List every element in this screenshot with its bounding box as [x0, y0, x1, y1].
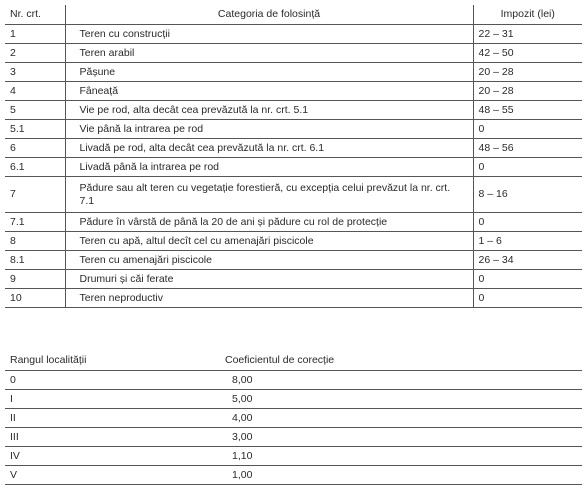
row-tax: 20 – 28	[473, 63, 582, 82]
table-row	[5, 466, 582, 485]
row-rank: II	[5, 409, 220, 428]
row-tax: 0	[473, 289, 582, 308]
table-row	[5, 158, 582, 177]
row-number: 8	[5, 232, 65, 251]
correction-coefficient-table	[5, 351, 582, 485]
table-row	[5, 213, 582, 232]
row-coefficient: 4,00	[220, 409, 582, 428]
row-coefficient: 3,00	[220, 428, 582, 447]
row-tax: 1 – 6	[473, 232, 582, 251]
row-number: 3	[5, 63, 65, 82]
row-tax: 48 – 55	[473, 101, 582, 120]
table-row	[5, 371, 582, 390]
table-row	[5, 289, 582, 308]
row-number: 6	[5, 139, 65, 158]
row-number: 2	[5, 44, 65, 63]
row-tax: 0	[473, 120, 582, 139]
row-coefficient: 8,00	[220, 371, 582, 390]
row-category: Teren arabil	[65, 44, 473, 63]
table-row	[5, 390, 582, 409]
header-nr-crt: Nr. crt.	[5, 5, 65, 25]
row-category: Vie până la intrarea pe rod	[65, 120, 473, 139]
table-row	[5, 447, 582, 466]
row-coefficient: 1,10	[220, 447, 582, 466]
row-category: Fâneață	[65, 82, 473, 101]
row-category: Pădure în vârstă de până la 20 de ani și pădure cu rol de protecție	[65, 213, 473, 232]
row-rank: V	[5, 466, 220, 485]
row-category: Drumuri și căi ferate	[65, 270, 473, 289]
row-category: Livadă pe rod, alta decât cea prevăzută la nr. crt. 6.1	[65, 139, 473, 158]
row-category: Teren neproductiv	[65, 289, 473, 308]
table-row	[5, 44, 582, 63]
row-coefficient: 1,00	[220, 466, 582, 485]
table-row	[5, 428, 582, 447]
row-number: 5	[5, 101, 65, 120]
row-category: Livadă până la intrarea pe rod	[65, 158, 473, 177]
row-category: Teren cu amenajări piscicole	[65, 251, 473, 270]
row-rank: III	[5, 428, 220, 447]
tax-table-header-row	[5, 5, 582, 25]
row-tax: 0	[473, 158, 582, 177]
header-locality-rank: Rangul localității	[5, 351, 220, 371]
header-correction-coefficient: Coeficientul de corecție	[220, 351, 582, 371]
row-tax: 48 – 56	[473, 139, 582, 158]
table-row	[5, 139, 582, 158]
row-number: 1	[5, 25, 65, 44]
table-row	[5, 177, 582, 213]
row-category: Pădure sau alt teren cu vegetație forestieră, cu excepția celui prevăzut la nr. crt. 7.1	[65, 177, 473, 213]
row-rank: IV	[5, 447, 220, 466]
row-tax: 0	[473, 213, 582, 232]
table-row	[5, 101, 582, 120]
header-category: Categoria de folosință	[65, 5, 473, 25]
header-tax: Impozit (lei)	[473, 5, 582, 25]
row-coefficient: 5,00	[220, 390, 582, 409]
row-number: 8.1	[5, 251, 65, 270]
row-category: Vie pe rod, alta decât cea prevăzută la nr. crt. 5.1	[65, 101, 473, 120]
row-rank: I	[5, 390, 220, 409]
row-number: 10	[5, 289, 65, 308]
row-number: 9	[5, 270, 65, 289]
table-row	[5, 409, 582, 428]
row-number: 7	[5, 177, 65, 213]
table-row	[5, 82, 582, 101]
row-number: 4	[5, 82, 65, 101]
row-number: 6.1	[5, 158, 65, 177]
row-number: 7.1	[5, 213, 65, 232]
table-row	[5, 232, 582, 251]
row-rank: 0	[5, 371, 220, 390]
table-row	[5, 251, 582, 270]
row-tax: 20 – 28	[473, 82, 582, 101]
row-category: Teren cu construcții	[65, 25, 473, 44]
row-tax: 0	[473, 270, 582, 289]
coef-table-header-row	[5, 351, 582, 371]
row-tax: 8 – 16	[473, 177, 582, 213]
row-number: 5.1	[5, 120, 65, 139]
row-tax: 26 – 34	[473, 251, 582, 270]
land-tax-table	[5, 5, 582, 308]
row-category: Pășune	[65, 63, 473, 82]
row-tax: 42 – 50	[473, 44, 582, 63]
table-row	[5, 63, 582, 82]
row-tax: 22 – 31	[473, 25, 582, 44]
table-row	[5, 270, 582, 289]
table-row	[5, 120, 582, 139]
row-category: Teren cu apă, altul decît cel cu amenajări piscicole	[65, 232, 473, 251]
table-row	[5, 25, 582, 44]
